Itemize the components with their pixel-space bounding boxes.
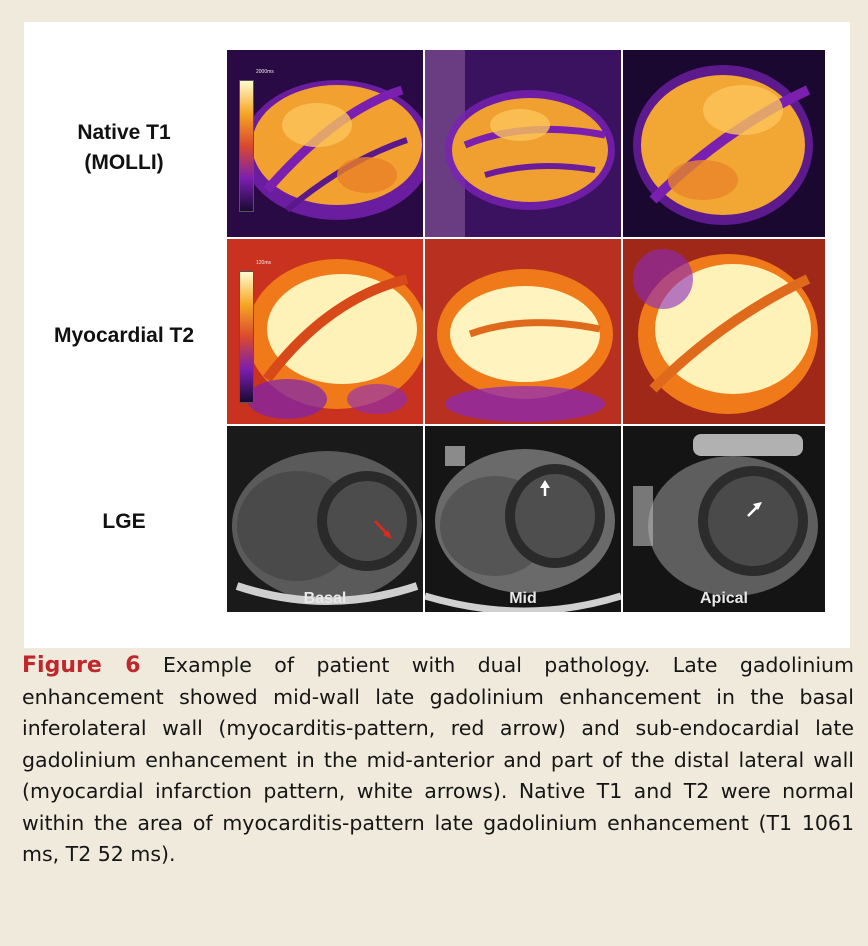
t1-panel-3 [623,50,825,237]
lge-panel-mid [425,426,621,612]
t1-panel-1 [227,50,423,237]
lge-panel-basal [227,426,423,612]
t1-panel-2 [425,50,621,237]
mri-image-grid [227,50,825,612]
t2-panel-2 [425,239,621,424]
figure-caption [22,650,854,871]
t2-panel-1 [227,239,423,424]
t1-colorbar-max-label: 2000ms [256,69,274,75]
lge-caption-mid: Mid [509,590,537,607]
row-label-myocardial-t2: Myocardial T2 [53,324,195,347]
row-label-native-t1 [24,118,224,178]
lge-caption-basal: Basal [303,590,347,607]
lge-panel-apical [623,426,825,612]
t1-colorbar [239,69,274,212]
row-label-lge: LGE [102,510,146,533]
figure-caption-label: Figure 6 [22,653,141,678]
row-label-native-t1-line2: (MOLLI) [84,151,164,174]
row-label-native-t1-line1: Native T1 [77,121,171,144]
figure-caption-text: Example of patient with dual pathology. Late gadolinium enhancement showed mid-wall late gadolinium enhancement in the basal inferolateral wall (myocarditis-pattern, red arrow) and sub-endocardial late gadolinium enhancement in the mid-anterior and part of the distal lateral wall (myocardial infarction pattern, white arrows). Native T1 and T2 were normal within the area of myocarditis-pattern late gadolinium enhancement (T1 1061 ms, T2 52 ms). [22,653,854,866]
t2-panel-3 [623,239,825,424]
lge-caption-apical: Apical [699,590,748,607]
t2-colorbar-max-label: 120ms [256,260,272,266]
t2-colorbar [239,260,272,403]
